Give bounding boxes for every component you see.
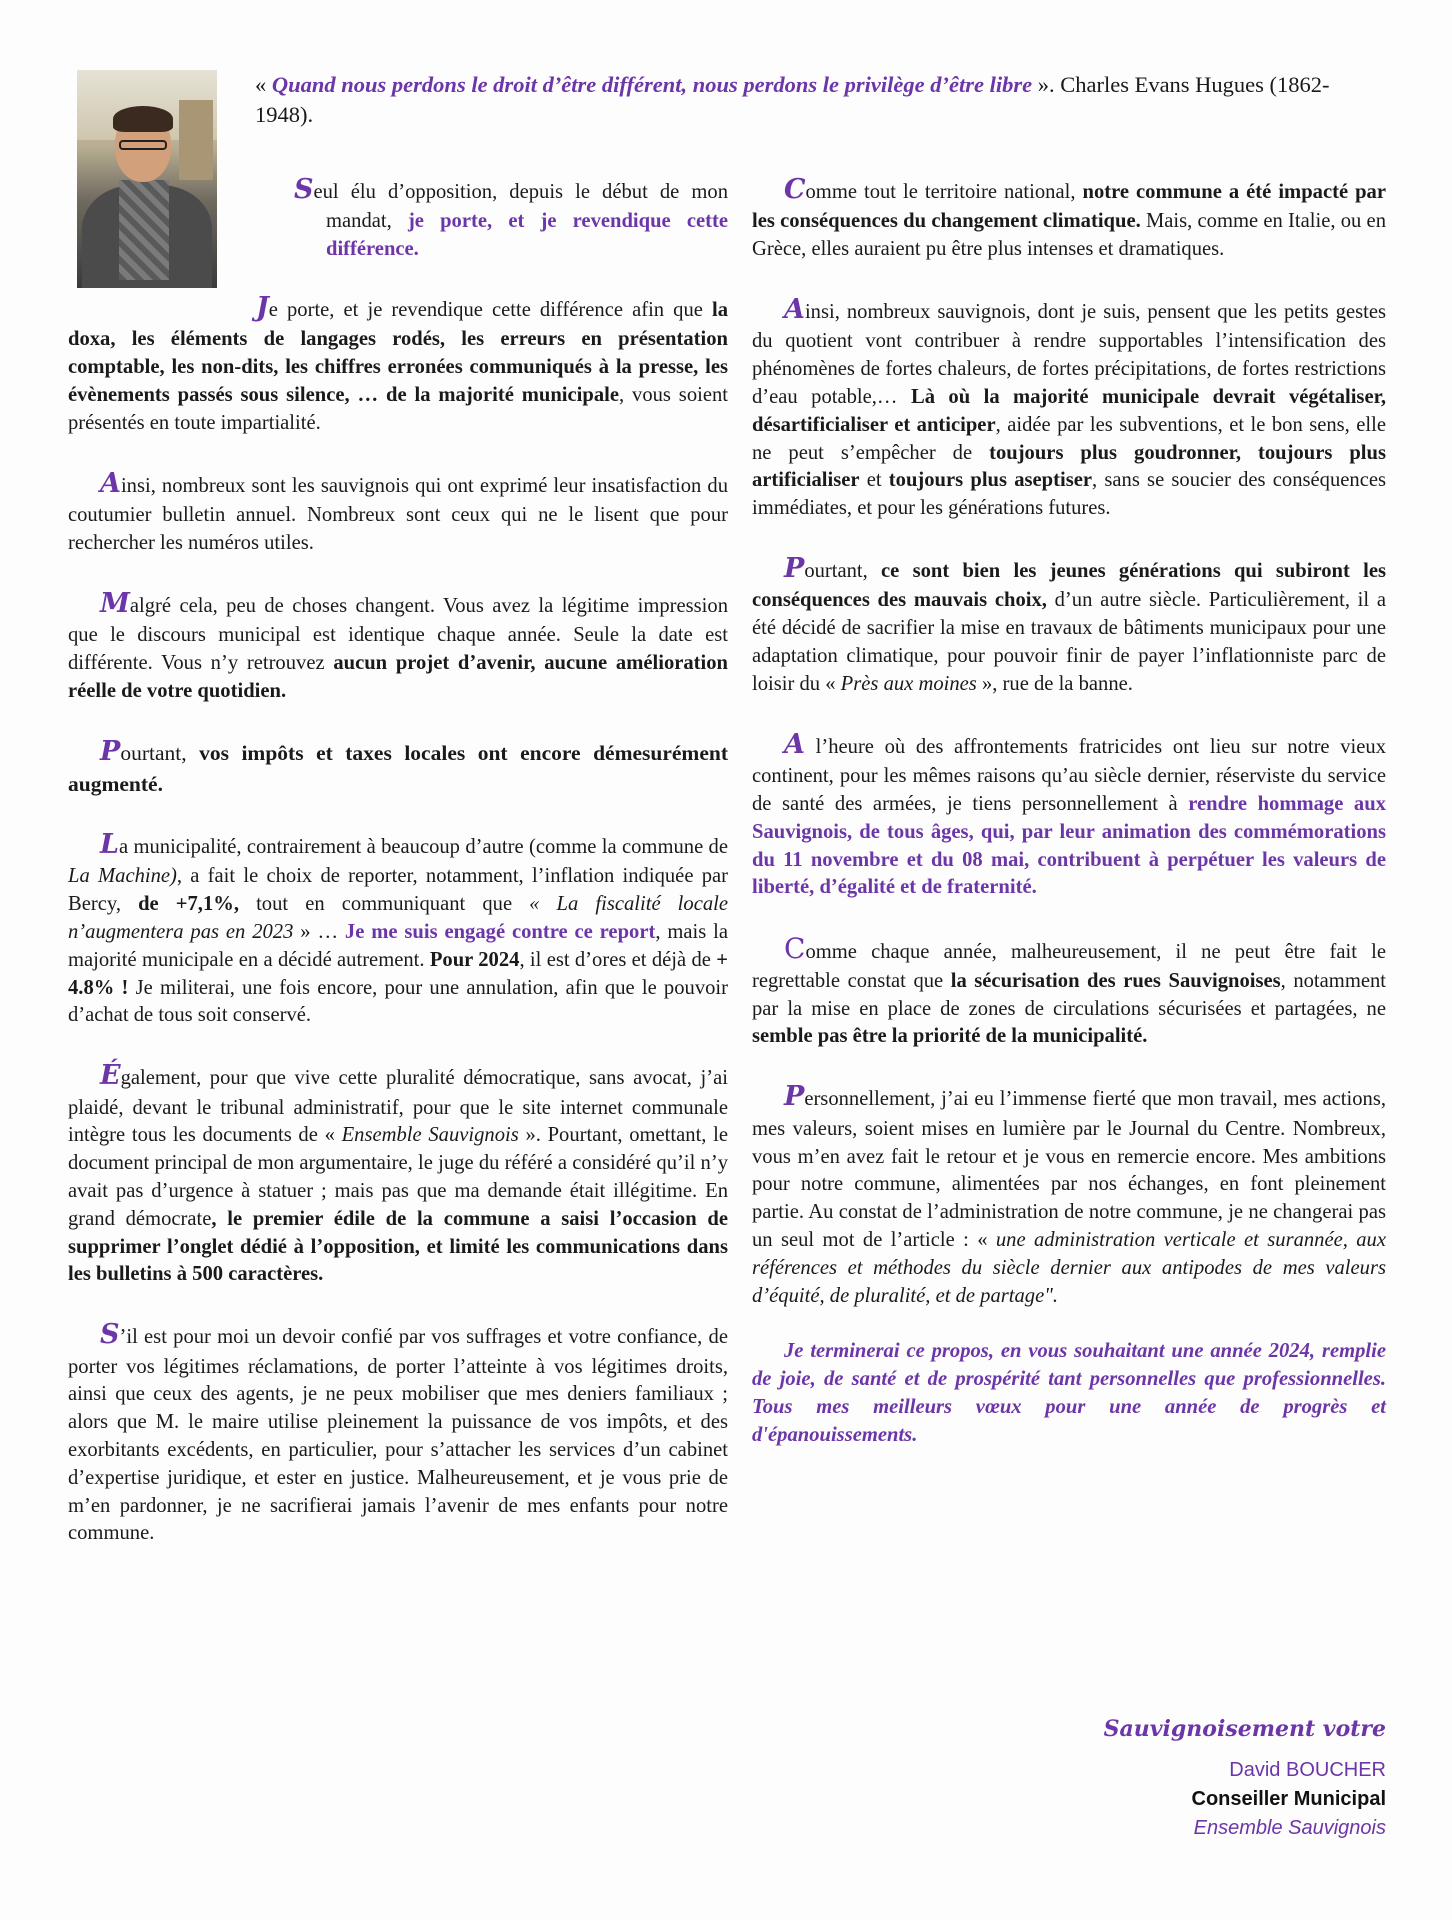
paragraph: Également, pour que vive cette pluralité démocratique, sans avocat, j’ai plaidé, devant le tribunal administratif, pour que le site internet communale intègre tous les documents de « Ensemble Sauvignois ». Pourtant, omettant, le document principal de mon argumentaire, le juge du référé a considéré qu’il n’y avait pas d’urgence à statuer ; mais pas que ma demande était illégitime. En grand démocrate, le premier édile de la commune a saisi l’occasion de supprimer l’onglet dédié à l’opposition, et limité les communications dans les bulletins à 500 caractères. [68,1060,729,1286]
right-column [752,172,1386,1477]
left-column [68,172,728,1576]
author-name: David BOUCHER [1229,1758,1386,1781]
paragraph: S’il est pour moi un devoir confié par vos suffrages et votre confiance, de porter vos légitimes réclamations, de porter l’atteinte à vos légitimes droits, ainsi que ceux des agents, je ne peux mobiliser que mes deniers familiaux ; alors que M. le maire utilise pleinement la puissance de vos impôts, et des exorbitants excédents, en particulier, pour s’attacher les services d’un cabinet d’expertise juridique, et ester en justice. Malheureusement, et je vous prie de m’en pardonner, je ne sacrifierai jamais l’avenir de mes enfants pour notre commune. [68,1319,728,1545]
paragraph: Personnellement, j’ai eu l’immense fierté que mon travail, mes actions, mes valeurs, soient mises en lumière par le Journal du Centre. Nombreux, vous m’en avez fait le retour et je vous en remercie encore. Mes ambitions pour notre commune, alimentées par nos échanges, en font pleinement partie. Au constat de l’administration de notre commune, je ne changerai pas un seul mot de l’article : « une administration verticale et surannée, aux références et méthodes du siècle dernier aux antipodes de mes valeurs d’équité, de pluralité, et de partage". [752,1081,1386,1307]
signature-salutation: Sauvignoisement votre [1103,1716,1386,1742]
paragraph: Ainsi, nombreux sauvignois, dont je suis, pensent que les petits gestes du quotient vont contribuer à rendre supportables l’intensification des phénomènes de fortes chaleurs, de fortes précipitations, de fortes restrictions d’eau potable,… Là où la majorité municipale devrait végétaliser, désartificialiser et anticiper, aidée par les subventions, et le bon sens, elle ne peut s’empêcher de toujours plus goudronner, toujours plus artificialiser et toujours plus aseptiser, sans se soucier des conséquences immédiates, et pour les générations futures. [752,294,1387,520]
paragraph: Comme tout le territoire national, notre commune a été impacté par les conséquences du changement climatique. Mais, comme en Italie, ou en Grèce, elles auraient pu être plus intenses et dramatiques. [752,174,1386,261]
paragraph: Pourtant, vos impôts et taxes locales ont encore démesurément augmenté. [68,735,728,796]
paragraph: Malgré cela, peu de choses changent. Vous avez la légitime impression que le discours municipal est identique chaque année. Seule la date est différente. Vous n’y retrouvez aucun projet d’avenir, aucune amélioration réelle de votre quotidien. [68,587,729,702]
paragraph: A l’heure où des affrontements fratricides ont lieu sur notre vieux continent, pour les mêmes raisons qu’au siècle dernier, réserviste du service de santé des armées, je tiens personnellement à rendre hommage aux Sauvignois, de tous âges, qui, par leur animation des commémorations du 11 novembre et du 08 mai, contribuent à perpétuer les valeurs de liberté, d’égalité et de fraternité. [752,728,1386,899]
author-role: Conseiller Municipal [1191,1787,1386,1810]
paragraph: Je porte, et je revendique cette différence afin que la doxa, les éléments de langages rodés, les erreurs en présentation comptable, les non-dits, les chiffres erronées communiqués à la presse, les évènements passés sous silence, … de la majorité municipale, vous soient présentés en toute impartialité. [68,292,728,434]
paragraph: La municipalité, contrairement à beaucoup d’autre (comme la commune de La Machine), a fait le choix de reporter, notamment, l’inflation indiquée par Bercy, de +7,1%, tout en communiquant que « La fiscalité locale n’augmentera pas en 2023 » … Je me suis engagé contre ce report, mais la majorité municipale en a décidé autrement. Pour 2024, il est d’ores et déjà de + 4.8% ! Je militerai, une fois encore, pour une annulation, afin que le pouvoir d’achat de tous soit conservé. [68,828,728,1027]
paragraph: Pourtant, ce sont bien les jeunes générations qui subiront les conséquences des mauvais choix, d’un autre siècle. Particulièrement, il a été décidé de sacrifier la mise en travaux de bâtiments municipaux pour une adaptation climatique, pour pouvoir finir de payer l’inflationniste parc de loisir du « Près aux moines », rue de la banne. [752,553,1386,695]
opening-quote: « Quand nous perdons le droit d’être différent, nous perdons le privilège d’être libre ». Charles Evans Hugues (1862-1948). [255,72,1330,127]
paragraph: Ainsi, nombreux sont les sauvignois qui ont exprimé leur insatisfaction du coutumier bulletin annuel. Nombreux sont ceux qui ne le lisent que pour rechercher les numéros utiles. [68,467,728,554]
paragraph: Comme chaque année, malheureusement, il ne peut être fait le regrettable constat que la sécurisation des rues Sauvignoises, notamment par la mise en place de zones de circulations sécurisées et partagées, ne semble pas être la priorité de la municipalité. [752,932,1386,1048]
author-group: Ensemble Sauvignois [1193,1816,1386,1839]
paragraph: Seul élu d’opposition, depuis le début de mon mandat, je porte, et je revendique cette différence. [294,174,728,261]
closing-paragraph: Je terminerai ce propos, en vous souhaitant une année 2024, remplie de joie, de santé et de prospérité tant personnelles que professionnelles. Tous mes meilleurs vœux pour une année de progrès et d'épanouissements. [752,1340,1386,1446]
quote-text: Quand nous perdons le droit d’être différent, nous perdons le privilège d’être libre [271,72,1033,97]
signature-block [1104,1714,1386,1843]
